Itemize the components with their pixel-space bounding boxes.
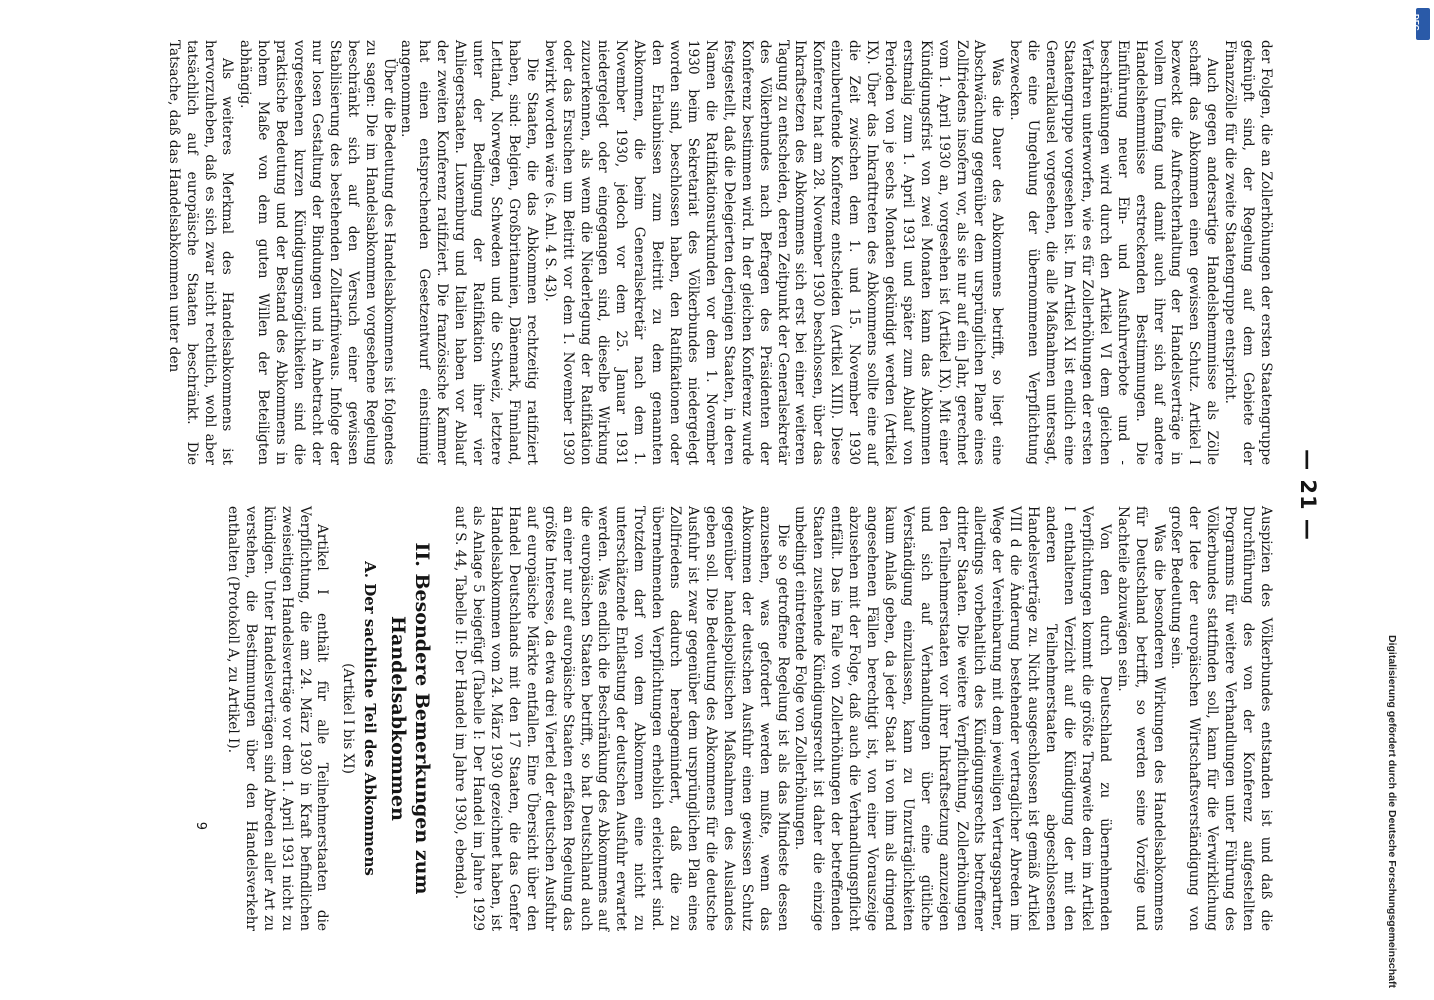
paragraph: Artikel I enthält für alle Teilnehmerstaaten die Verpflichtung, die am 24. März 1930 in Kraft befindlichen zweiseitigen Handelsverträge vor dem 1. April 1931 nicht zu kündigen. Unter Handelsverträgen sind Abreden aller Art zu verstehen, die Bestimmungen über den Handelsverkehr enthalten (Protokoll A, zu Artikel I). xyxy=(224,506,331,931)
paragraph: Was die besonderen Wirkungen des Handelsabkommens für Deutschland betrifft, so werden seine Vorzüge und Nachteile abzuwägen sein. xyxy=(1114,506,1167,931)
paragraph: der Folgen, die an Zollerhöhungen der ersten Staatengruppe geknüpft sind, der Regelung auf dem Gebiete der Finanzzölle für die zweite Staatengruppe entspricht. xyxy=(1222,40,1274,465)
paragraph: Auspizien des Völkerbundes entstanden ist und daß die Durchführung des von der Konferenz aufgestellten Programms für weitere Verhandlungen unter Führung des Völkerbundes stattfinden soll, kann für die Verwirklichung der Idee der europäischen Wirtschaftsverständigung von großer Bedeutung sein. xyxy=(1168,506,1274,931)
rotated-book-page xyxy=(105,40,1320,950)
paragraph: Als weiteres Merkmal des Handelsabkommens ist hervorzuheben, daß es sich zwar nicht rechtlich, wohl aber tatsächlich auf europäische Staaten beschränkt. Die Tatsache, daß das Handelsabkommen unter den xyxy=(165,40,236,465)
left-text-column xyxy=(164,40,1274,465)
paragraph: Auch gegen andersartige Handelshemmnisse als Zölle schafft das Abkommen einen gewissen Schutz. Artikel I bezweckt die Aufrechterhaltung der Handelsverträge in vollem Umfang und damit auch ihrer sich auf andere Handelshemmnisse erstreckenden Bestimmungen. Die Einführung neuer Ein- und Ausfuhrverbote und -beschränkungen wird durch den Artikel VI dem gleichen Verfahren unterworfen, wie es für Zollerhöhungen der ersten Staatengruppe vorgesehen ist. Im Artikel XI ist endlich eine Generalklausel vorgesehen, die alle Maßnahmen untersagt, die eine Umgehung der übernommenen Verpflichtung bezwecken. xyxy=(1007,40,1221,465)
digitization-credit-text: Digitalisierung gefördert durch die Deutsche Forschungsgemeinschaft xyxy=(1386,635,1398,988)
paragraph: Über die Bedeutung des Handelsabkommens ist folgendes zu sagen: Die im Handelsabkommen vorgesehene Regelung beschränkt sich auf den Versuch einer gewissen Stabilisierung des bestehenden Zolltarifniveaus. Infolge der nur losen Gestaltung der Bindungen und in Anbetracht der vorgesehenen kurzen Kündigungsmöglichkeiten sind die praktische Bedeutung und der Bestand des Abkommens in hohem Maße von dem guten Willen der Beteiligten abhängig. xyxy=(237,40,397,465)
page-number: — 21 — xyxy=(1296,449,1320,541)
subsection-heading: A. Der sachliche Teil des Abkommens xyxy=(361,561,380,876)
right-text-column xyxy=(223,506,1274,931)
paragraph: Was die Dauer des Abkommens betrifft, so liegt eine Abschwächung gegenüber dem ursprünglichen Plane eines Zollfriedens insofern vor, als sie nur auf ein Jahr, gerechnet vom 1. April 1930 an, vorgesehen ist (Artikel IX). Mit einer Kündigungsfrist von zwei Monaten kann das Abkommen erstmalig zum 1. April 1931 und später zum Ablauf von Perioden von je sechs Monaten gekündigt werden (Artikel IX). Über das Inkrafttreten des Abkommens sollte eine auf die Zeit zwischen dem 1. und 15. November 1930 einzuberufende Konferenz entscheiden (Artikel XIII). Diese Konferenz hat am 28. November 1930 beschlossen, über das Inkraftsetzen des Abkommens sich erst bei einer weiteren Tagung zu entscheiden, deren Zeitpunkt der Generalsekretär des Völkerbundes nach Befragen des Präsidenten der Konferenz bestimmen wird. In der gleichen Konferenz wurde festgestellt, daß die Delegierten derjenigen Staaten, in deren Namen die Ratifikationsurkunden vor dem 1. November 1930 beim Sekretariat des Völkerbundes niedergelegt worden sind, beschlossen haben, den Ratifikationen oder den Erlaubnissen zum Beitritt zu dem genannten Abkommen, die beim Generalsekretär nach dem 1. November 1930, jedoch vor dem 25. Januar 1931 niedergelegt oder eingegangen sind, dieselbe Wirkung zuzuerkennen, als wenn die Niederlegung der Ratifikation oder das Ersuchen um Beitritt vor dem 1. November 1930 bewirkt worden wäre (s. Anl. 4 S. 43). xyxy=(541,40,1006,465)
paragraph: Von den durch Deutschland zu übernehmenden Verpflichtungen kommt die größte Tragweite dem im Artikel I enthaltenen Verzicht auf die Kündigung der mit den anderen Teilnehmerstaaten abgeschlossenen Handelsverträge zu. Nicht ausgeschlossen ist gemäß Artikel VIII d die Änderung bestehender vertraglicher Abreden im Wege der Vereinbarung mit dem jeweiligen Vertragspartner, allerdings vorbehaltlich des Kündigungsrechts betroffener dritter Staaten. Die weitere Verpflichtung, Zollerhöhungen den Teilnehmerstaaten vor ihrer Inkraftsetzung anzuzeigen und sich auf Verhandlungen über eine gütliche Verständigung einzulassen, kann zu Unzuträglichkeiten kaum Anlaß geben, da jeder Staat in von ihm als dringend angesehenen Fällen berechtigt ist, von einer Vorauszeige abzusehen mit der Folge, daß auch die Verhandlungspflicht entfällt. Das im Falle von Zollerhöhungen der betreffenden Staaten zustehende Kündigungsrecht ist daher die einzige unbedingt eintretende Folge von Zollerhöhungen. xyxy=(792,506,1113,931)
digitization-credit xyxy=(1372,8,1412,1000)
dfg-logo-text: DFG xyxy=(1410,14,1420,31)
dfg-logo xyxy=(1410,8,1430,40)
section-heading: II. Besondere Bemerkungen zum Handelsabkommen xyxy=(387,542,434,895)
paragraph: Die so getroffene Regelung ist als das Mindeste dessen anzusehen, was gefordert werden mußte, wenn das Abkommen der deutschen Ausfuhr einen gewissen Schutz gegenüber handelspolitischen Maßnahmen des Auslandes geben soll. Die Bedeutung des Abkommens für die deutsche Ausfuhr ist zwar gegenüber dem ursprünglichen Plan eines Zollfriedens dadurch herabgemindert, daß die zu übernehmenden Verpflichtungen erheblich erleichtert sind. Trotzdem darf von dem Abkommen eine nicht zu unterschätzende Entlastung der deutschen Ausfuhr erwartet werden. Was endlich die Beschränkung des Abkommens auf die europäischen Staaten betrifft, so hat Deutschland auch an einer nur auf europäische Staaten erfaßten Regelung das größte Interesse, da etwa drei Viertel der deutschen Ausfuhr auf europäische Märkte entfallen. Eine Übersicht über den Handel Deutschlands mit den 17 Staaten, die das Genfer Handelsabkommen vom 24. März 1930 gezeichnet haben, ist als Anlage 5 beigefügt (Tabelle I: Der Handel im Jahre 1929 auf S. 44, Tabelle II: Der Handel im Jahre 1930, ebenda). xyxy=(452,506,791,931)
subsection-range: (Artikel I bis XI) xyxy=(340,663,357,774)
paragraph: Die Staaten, die das Abkommen rechtzeitig ratifiziert haben, sind: Belgien, Großbritannien, Dänemark, Finnland, Lettland, Norwegen, Schweden und die Schweiz, letztere unter der Bedingung der Ratifikation ihrer vier Anliegerstaaten. Luxemburg und Italien haben vor Ablauf der zweiten Konferenz ratifiziert. Die französische Kammer hat einen entsprechenden Gesetzentwurf einstimmig angenommen. xyxy=(398,40,540,465)
printer-signature: 9 xyxy=(193,821,208,830)
